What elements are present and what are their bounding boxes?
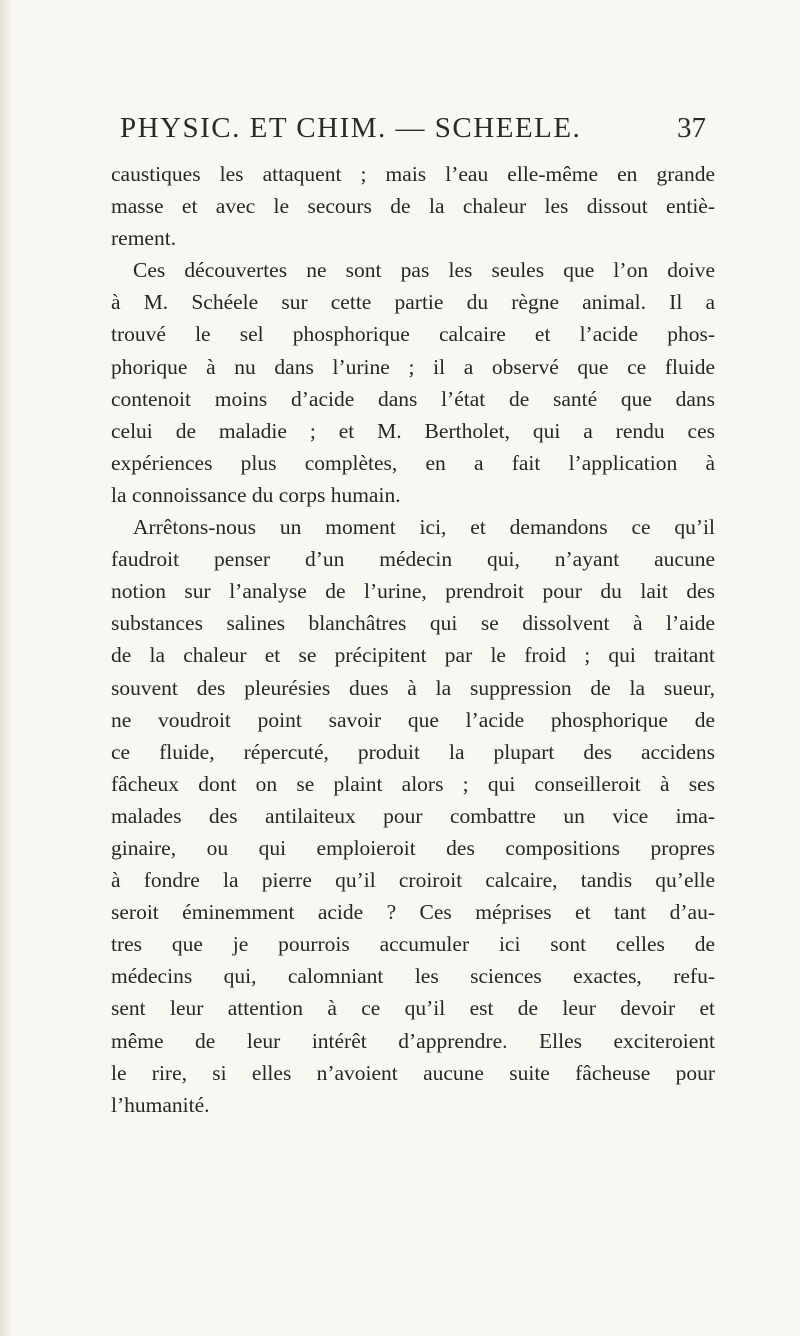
body-text: [111, 158, 715, 1121]
paragraph-start-line: Arrêtons-nous un moment ici, et demandons ce qu’il: [133, 515, 715, 540]
text-line: seroit éminemment acide ? Ces méprises et tant d’au-: [111, 900, 715, 925]
text-line: médecins qui, calomniant les sciences exactes, refu-: [111, 964, 715, 989]
text-line: sent leur attention à ce qu’il est de leur devoir et: [111, 996, 715, 1021]
page-gutter-shadow: [0, 0, 12, 1336]
text-line: même de leur intérêt d’apprendre. Elles exciteroient: [111, 1028, 715, 1053]
paragraph-start-line: Ces découvertes ne sont pas les seules que l’on doive: [133, 258, 715, 283]
running-head-title: PHYSIC. ET CHIM. — SCHEELE.: [120, 112, 582, 144]
text-line: substances salines blanchâtres qui se dissolvent à l’aide: [111, 611, 715, 636]
text-line: ne voudroit point savoir que l’acide phosphorique de: [111, 707, 715, 732]
text-line: phorique à nu dans l’urine ; il a observé que ce fluide: [111, 354, 715, 379]
text-line: notion sur l’analyse de l’urine, prendroit pour du lait des: [111, 579, 715, 604]
page-number: 37: [677, 112, 706, 144]
text-line: tres que je pourrois accumuler ici sont celles de: [111, 932, 715, 957]
text-line: fâcheux dont on se plaint alors ; qui conseilleroit à ses: [111, 771, 715, 796]
text-line: à fondre la pierre qu’il croiroit calcaire, tandis qu’elle: [111, 868, 715, 893]
text-line: contenoit moins d’acide dans l’état de santé que dans: [111, 386, 715, 411]
text-line: souvent des pleurésies dues à la suppression de la sueur,: [111, 675, 715, 700]
text-line: rement.: [111, 226, 177, 251]
running-head: [120, 112, 706, 156]
text-line: l’humanité.: [111, 1092, 210, 1117]
text-line: malades des antilaiteux pour combattre un vice ima-: [111, 803, 715, 828]
text-line: de la chaleur et se précipitent par le froid ; qui traitant: [111, 643, 715, 668]
text-line: masse et avec le secours de la chaleur les dissout entiè-: [111, 194, 715, 219]
text-line: ce fluide, répercuté, produit la plupart des accidens: [111, 739, 715, 764]
text-line: caustiques les attaquent ; mais l’eau elle-même en grande: [111, 162, 715, 186]
text-line: à M. Schéele sur cette partie du règne animal. Il a: [111, 290, 715, 315]
text-line: trouvé le sel phosphorique calcaire et l’acide phos-: [111, 322, 715, 347]
text-line: faudroit penser d’un médecin qui, n’ayant aucune: [111, 547, 715, 572]
text-line: celui de maladie ; et M. Bertholet, qui a rendu ces: [111, 418, 715, 443]
text-line: la connoissance du corps humain.: [111, 482, 401, 507]
text-line: expériences plus complètes, en a fait l’application à: [111, 450, 715, 475]
text-line: ginaire, ou qui emploieroit des compositions propres: [111, 835, 715, 860]
text-line: le rire, si elles n’avoient aucune suite fâcheuse pour: [111, 1060, 715, 1085]
